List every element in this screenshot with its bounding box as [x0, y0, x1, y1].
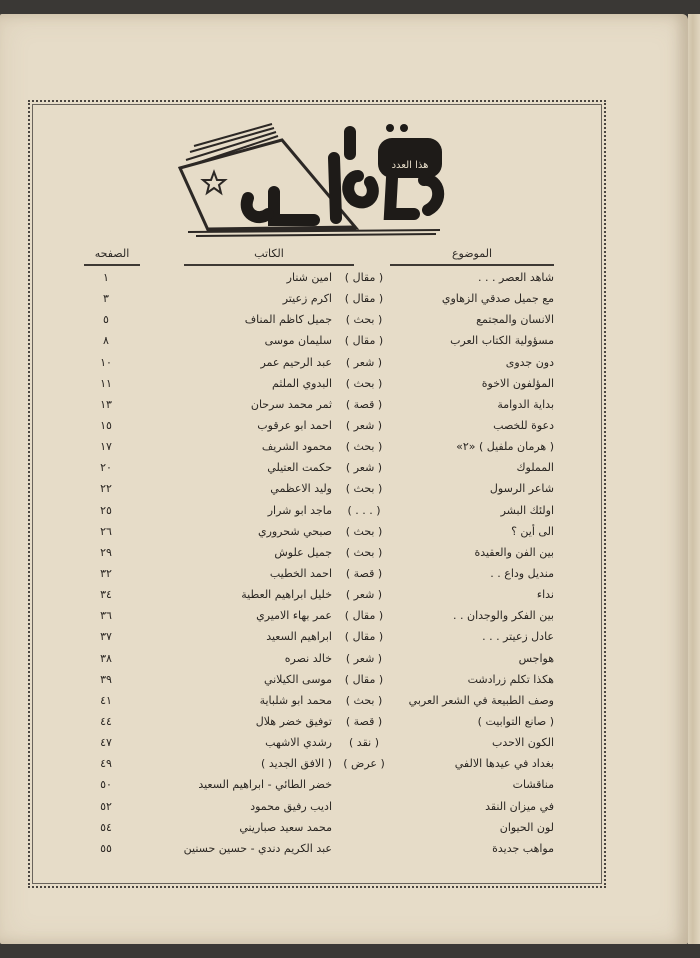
table-row [84, 564, 554, 585]
table-row [84, 627, 554, 648]
entry-page: ٢٥ [100, 503, 112, 517]
table-row [84, 416, 554, 437]
entry-type: ( شعر ) [345, 588, 383, 602]
entry-subject: مواهب جديدة [492, 841, 554, 855]
entry-page: ١٥ [100, 418, 112, 432]
entry-type: ( مقال ) [344, 630, 384, 644]
table-row [84, 606, 554, 627]
table-row [84, 395, 554, 416]
entry-type: ( قصة ) [345, 566, 383, 580]
table-row [84, 775, 554, 796]
entry-author: احمد الخطيب [269, 566, 332, 580]
table-row [84, 797, 554, 818]
entry-type: ( عرض ) [343, 757, 385, 771]
entry-author: خالد نصره [284, 651, 332, 665]
entry-author: وليد الاعظمي [270, 482, 332, 496]
entry-page: ٤٧ [100, 736, 112, 750]
table-row [84, 374, 554, 395]
entry-subject: بغداد في عيدها الالفي [454, 757, 554, 771]
table-row [84, 733, 554, 754]
entry-subject: ( صانع التوابيت ) [477, 714, 554, 728]
entry-type: ( شعر ) [345, 461, 383, 475]
entry-type: ( . . . ) [347, 503, 381, 517]
entry-type: ( بحث ) [345, 376, 383, 390]
entry-author: اديب رفيق محمود [250, 799, 332, 813]
entry-subject: مع جميل صدقي الزهاوي [441, 292, 554, 306]
entry-author: رشدي الاشهب [265, 736, 332, 750]
entry-subject: الى أين ؟ [511, 524, 554, 538]
entry-author: عبد الرحيم عمر [260, 355, 332, 369]
entry-page: ٣٨ [100, 651, 112, 665]
entry-type: ( شعر ) [345, 651, 383, 665]
entry-page: ٥ [103, 313, 109, 327]
entry-type: ( مقال ) [344, 334, 384, 348]
entry-page: ٢٩ [100, 545, 112, 559]
entry-page: ٥٠ [100, 778, 112, 792]
entry-author: خضر الطائي - ابراهيم السعيد [198, 778, 332, 792]
entry-page: ٢٦ [100, 524, 112, 538]
entry-page: ٣٩ [100, 672, 112, 686]
entry-type: ( قصة ) [345, 714, 383, 728]
entry-author: عمر بهاء الاميري [256, 609, 332, 623]
entry-type: ( بحث ) [345, 524, 383, 538]
entry-author: جميل علوش [274, 545, 332, 559]
entry-page: ١١ [100, 376, 112, 390]
table-row [84, 331, 554, 352]
entry-author: امين شنار [286, 271, 332, 284]
entry-page: ٣٦ [100, 609, 112, 623]
header-page [84, 247, 140, 266]
table-row [84, 691, 554, 712]
entry-subject: هكذا تكلم زرادشت [467, 672, 554, 686]
entry-subject: دعوة للخصب [493, 418, 554, 432]
entry-type: ( بحث ) [345, 693, 383, 707]
table-row [84, 437, 554, 458]
entry-author: سليمان موسى [264, 334, 332, 348]
entry-subject: الكون الاحدب [492, 736, 554, 750]
entry-type: ( مقال ) [344, 609, 384, 623]
entry-type: ( قصة ) [345, 397, 383, 411]
entry-type: ( مقال ) [344, 271, 384, 284]
entry-author: اكرم زعيتر [282, 292, 332, 306]
entry-subject: شاهد العصر . . . [478, 271, 554, 284]
table-row [84, 818, 554, 839]
entry-type: ( بحث ) [345, 440, 383, 454]
table-row [84, 712, 554, 733]
table-row [84, 268, 554, 289]
table-row [84, 670, 554, 691]
entry-subject: الانسان والمجتمع [476, 313, 554, 327]
entry-subject: دون جدوى [505, 355, 554, 369]
entry-subject: وصف الطبيعة في الشعر العربي [408, 693, 554, 707]
entry-subject: مسؤولية الكتاب العرب [450, 334, 554, 348]
entry-page: ٥٥ [100, 841, 112, 855]
table-row [84, 522, 554, 543]
entry-page: ٢٢ [100, 482, 112, 496]
entry-page: ٤٩ [100, 757, 112, 771]
entry-author: توفيق خضر هلال [255, 714, 332, 728]
table-row [84, 501, 554, 522]
entry-page: ١٠ [100, 355, 112, 369]
header-author-label: الكاتب [254, 247, 284, 260]
entry-author: محمود الشريف [261, 440, 332, 454]
entry-author: احمد ابو عرقوب [257, 418, 332, 432]
entry-author: ( الافق الجديد ) [261, 757, 332, 771]
entry-type: ( مقال ) [344, 672, 384, 686]
entry-author: محمد سعيد صباريني [239, 820, 332, 834]
entry-subject: هواجس [518, 651, 554, 665]
entry-author: محمد ابو شلباية [259, 693, 332, 707]
masthead-artwork [178, 118, 450, 240]
table-row [84, 289, 554, 310]
header-author-rule [184, 264, 354, 266]
table-row [84, 353, 554, 374]
entry-type: ( بحث ) [345, 313, 383, 327]
entry-subject: المملوك [516, 461, 554, 475]
entry-subject: بداية الدوامة [497, 397, 554, 411]
entry-type: ( شعر ) [345, 418, 383, 432]
header-author [184, 247, 354, 266]
page-edge [688, 14, 700, 944]
entry-subject: لون الحيوان [499, 820, 554, 834]
entry-page: ١٧ [100, 440, 112, 454]
entry-page: ٣ [103, 292, 109, 306]
header-page-rule [84, 264, 140, 266]
entry-page: ١ [103, 271, 109, 284]
entry-subject: مناقشات [512, 778, 554, 792]
entry-author: ثمر محمد سرحان [250, 397, 332, 411]
table-row [84, 839, 554, 860]
entry-subject: في ميزان النقد [485, 799, 554, 813]
table-row [84, 310, 554, 331]
entry-page: ٣٧ [100, 630, 112, 644]
entry-subject: المؤلفون الاخوة [481, 376, 554, 390]
entry-author: عبد الكريم دندي - حسين حسنين [183, 841, 332, 855]
entry-subject: بين الفكر والوجدان . . [453, 609, 554, 623]
header-subject [390, 247, 554, 266]
entry-author: ابراهيم السعيد [266, 630, 332, 644]
entry-subject: منديل وداع . . [490, 566, 554, 580]
entry-type: ( شعر ) [345, 355, 383, 369]
entry-page: ٣٢ [100, 566, 112, 580]
entry-type: ( بحث ) [345, 545, 383, 559]
table-row [84, 458, 554, 479]
entry-author: خليل ابراهيم العطية [241, 588, 332, 602]
entry-author: صبحي شحروري [257, 524, 332, 538]
entry-subject: شاعر الرسول [489, 482, 554, 496]
entry-subject: بين الفن والعقيدة [474, 545, 554, 559]
entry-author: ماجد ابو شرار [267, 503, 332, 517]
masthead-logo [178, 118, 450, 240]
entry-page: ٣٤ [100, 588, 112, 602]
entry-author: البدوي الملثم [272, 376, 332, 390]
entry-type: ( بحث ) [345, 482, 383, 496]
entry-type: ( نقد ) [349, 736, 379, 750]
entry-author: حكمت العتيلي [267, 461, 332, 475]
entry-page: ٤١ [100, 693, 112, 707]
entry-author: جميل كاظم المناف [244, 313, 332, 327]
entry-subject: اولئك البشر [500, 503, 554, 517]
header-subject-label: الموضوع [451, 247, 493, 260]
entry-page: ٢٠ [100, 461, 112, 475]
table-row [84, 479, 554, 500]
table-row [84, 585, 554, 606]
entry-page: ٥٢ [100, 799, 112, 813]
masthead-title: هذا العدد [391, 160, 429, 171]
header-subject-rule [390, 264, 554, 266]
entry-page: ٨ [103, 334, 109, 348]
header-page-label: الصفحه [94, 247, 130, 260]
entry-author: موسى الكيلاني [263, 672, 332, 686]
contents-table [84, 268, 554, 860]
entry-subject: عادل زعيتر . . . [482, 630, 554, 644]
table-row [84, 754, 554, 775]
entry-page: ٤٤ [100, 714, 112, 728]
table-row [84, 649, 554, 670]
entry-page: ١٣ [100, 397, 112, 411]
entry-subject: نداء [536, 588, 554, 602]
entry-type: ( مقال ) [344, 292, 384, 306]
entry-subject: ( هرمان ملفيل ) «٢» [456, 440, 554, 454]
table-row [84, 543, 554, 564]
entry-page: ٥٤ [100, 820, 112, 834]
